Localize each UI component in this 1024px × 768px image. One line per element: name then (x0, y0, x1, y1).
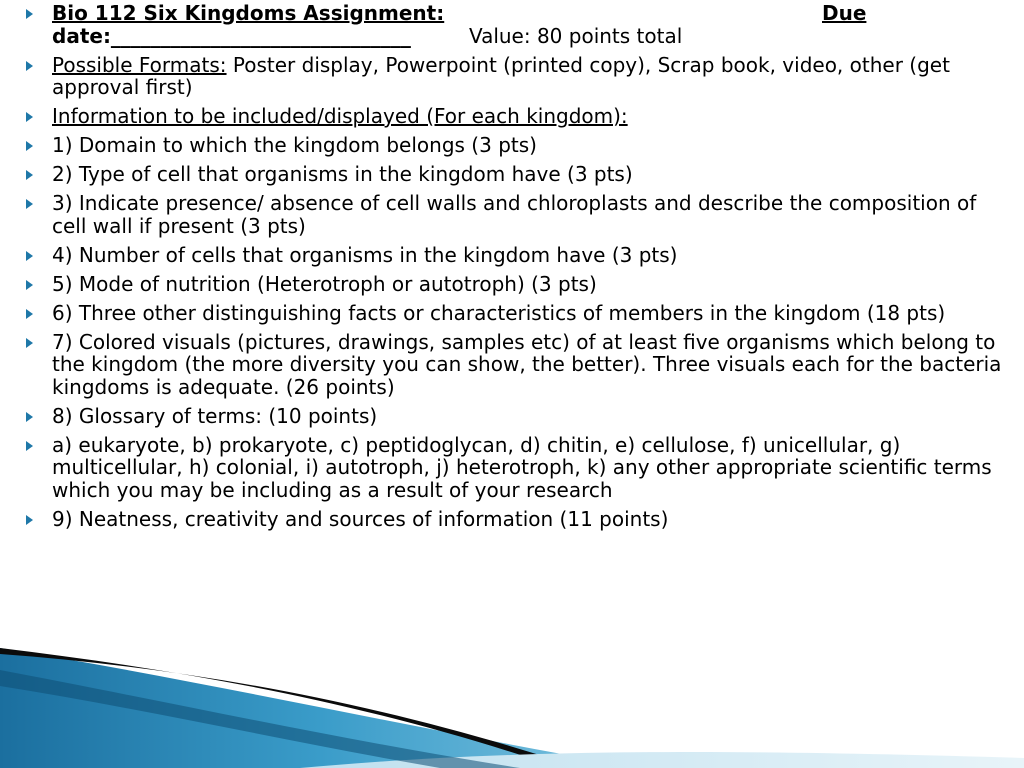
list-item (26, 244, 1016, 267)
list-item (26, 163, 1016, 186)
list-item (26, 508, 1016, 531)
decorative-wave (0, 640, 1024, 768)
bullet-arrow-icon (26, 309, 33, 319)
list-item-text: a) eukaryote, b) prokaryote, c) peptidoglycan, d) chitin, e) cellulose, f) unicellular, g) multicellular, h) colonial, i) autotroph, j) heterotroph, k) any other appropriate scientific terms which you may be including as a result of your research (52, 432, 992, 502)
bullet-arrow-icon (26, 61, 33, 71)
list-item (26, 331, 1016, 399)
formats-text: Poster display, Powerpoint (printed copy), Scrap book, video, other (get approval first) (52, 52, 950, 99)
bullet-arrow-icon (26, 199, 33, 209)
list-item-formats (26, 54, 1016, 99)
list-item-text: 5) Mode of nutrition (Heterotroph or autotroph) (3 pts) (52, 271, 597, 296)
list-item (26, 134, 1016, 157)
bullet-arrow-icon (26, 441, 33, 451)
title-line-2 (52, 25, 1016, 48)
info-heading: Information to be included/displayed (For each kingdom): (52, 104, 628, 128)
list-item (26, 434, 1016, 502)
list-item-text: 9) Neatness, creativity and sources of information (11 points) (52, 506, 669, 531)
list-item-text: 3) Indicate presence/ absence of cell walls and chloroplasts and describe the composition of cell wall if present (3 pts) (52, 191, 977, 238)
assignment-title: Bio 112 Six Kingdoms Assignment: (52, 1, 445, 25)
list-item (26, 192, 1016, 237)
formats-label: Possible Formats: (52, 52, 227, 77)
list-item-title (26, 2, 1016, 47)
bullet-arrow-icon (26, 515, 33, 525)
bullet-arrow-icon (26, 280, 33, 290)
list-item (26, 405, 1016, 428)
list-item-text: 6) Three other distinguishing facts or characteristics of members in the kingdom (18 pts) (52, 300, 946, 325)
point-value: Value: 80 points total (468, 23, 683, 48)
due-label: Due (822, 1, 867, 25)
list-item (26, 302, 1016, 325)
title-row (52, 2, 1016, 25)
list-item-text: 7) Colored visuals (pictures, drawings, samples etc) of at least five organisms which belong to the kingdom (the more diversity you can show, the better). Three visuals each for the bacteria kingdoms is adequate. (26 points) (52, 329, 1002, 399)
bullet-arrow-icon (26, 170, 33, 180)
bullet-arrow-icon (26, 9, 33, 19)
bullet-arrow-icon (26, 251, 33, 261)
bullet-list (26, 2, 1016, 537)
bullet-arrow-icon (26, 412, 33, 422)
list-item (26, 273, 1016, 296)
bullet-arrow-icon (26, 112, 33, 122)
list-item-text: 8) Glossary of terms: (10 points) (52, 403, 378, 428)
due-date-blank: date:______________________________ (52, 23, 411, 48)
list-item-text: 4) Number of cells that organisms in the kingdom have (3 pts) (52, 242, 678, 267)
list-item-info-heading (26, 105, 1016, 128)
bullet-arrow-icon (26, 141, 33, 151)
bullet-arrow-icon (26, 338, 33, 348)
list-item-text: 2) Type of cell that organisms in the kingdom have (3 pts) (52, 162, 633, 186)
list-item-text: 1) Domain to which the kingdom belongs (3 pts) (52, 133, 537, 157)
